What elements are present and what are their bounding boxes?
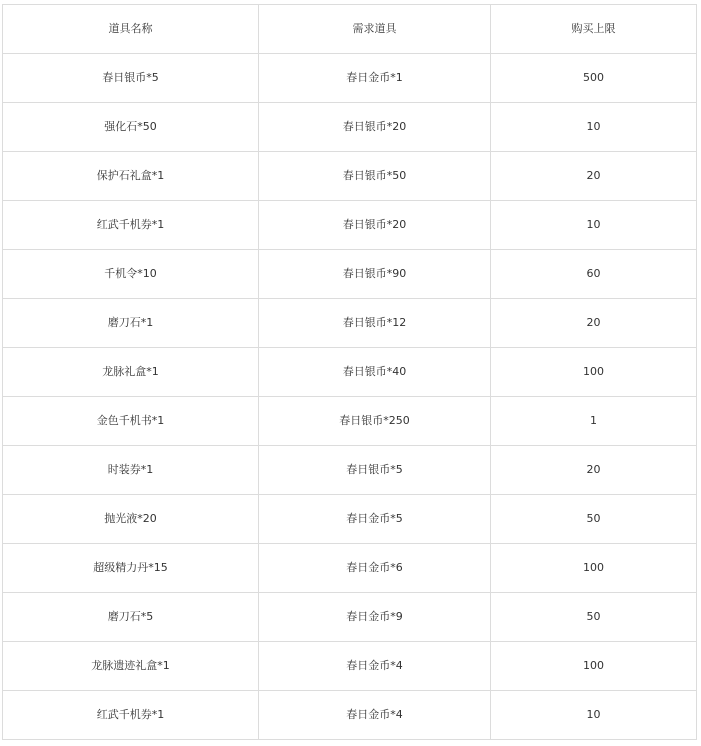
cell-purchase-limit: 20 bbox=[491, 446, 697, 495]
cell-required-item: 春日银币*250 bbox=[259, 397, 491, 446]
header-purchase-limit: 购买上限 bbox=[491, 5, 697, 54]
cell-required-item: 春日金币*1 bbox=[259, 54, 491, 103]
table-row bbox=[3, 544, 697, 593]
cell-required-item: 春日银币*20 bbox=[259, 103, 491, 152]
table-row bbox=[3, 299, 697, 348]
cell-purchase-limit: 10 bbox=[491, 201, 697, 250]
header-required-item: 需求道具 bbox=[259, 5, 491, 54]
cell-item-name: 龙脉遗迹礼盒*1 bbox=[3, 642, 259, 691]
cell-purchase-limit: 50 bbox=[491, 495, 697, 544]
exchange-table bbox=[2, 4, 697, 740]
cell-item-name: 金色千机书*1 bbox=[3, 397, 259, 446]
cell-required-item: 春日银币*90 bbox=[259, 250, 491, 299]
cell-required-item: 春日银币*50 bbox=[259, 152, 491, 201]
table-row bbox=[3, 397, 697, 446]
cell-purchase-limit: 10 bbox=[491, 103, 697, 152]
cell-required-item: 春日金币*5 bbox=[259, 495, 491, 544]
cell-item-name: 强化石*50 bbox=[3, 103, 259, 152]
table-row bbox=[3, 495, 697, 544]
cell-purchase-limit: 100 bbox=[491, 544, 697, 593]
table-row bbox=[3, 152, 697, 201]
cell-required-item: 春日金币*4 bbox=[259, 691, 491, 740]
table-row bbox=[3, 103, 697, 152]
cell-required-item: 春日金币*4 bbox=[259, 642, 491, 691]
table-row bbox=[3, 250, 697, 299]
cell-item-name: 红武千机券*1 bbox=[3, 691, 259, 740]
cell-item-name: 龙脉礼盒*1 bbox=[3, 348, 259, 397]
cell-purchase-limit: 100 bbox=[491, 642, 697, 691]
cell-item-name: 红武千机券*1 bbox=[3, 201, 259, 250]
cell-required-item: 春日银币*5 bbox=[259, 446, 491, 495]
cell-purchase-limit: 100 bbox=[491, 348, 697, 397]
cell-item-name: 保护石礼盒*1 bbox=[3, 152, 259, 201]
cell-purchase-limit: 60 bbox=[491, 250, 697, 299]
cell-purchase-limit: 20 bbox=[491, 152, 697, 201]
cell-required-item: 春日银币*12 bbox=[259, 299, 491, 348]
table-row bbox=[3, 691, 697, 740]
cell-purchase-limit: 1 bbox=[491, 397, 697, 446]
cell-purchase-limit: 50 bbox=[491, 593, 697, 642]
cell-item-name: 磨刀石*1 bbox=[3, 299, 259, 348]
cell-required-item: 春日银币*40 bbox=[259, 348, 491, 397]
table-row bbox=[3, 54, 697, 103]
table-header-row bbox=[3, 5, 697, 54]
cell-item-name: 千机令*10 bbox=[3, 250, 259, 299]
cell-item-name: 时装券*1 bbox=[3, 446, 259, 495]
cell-required-item: 春日金币*6 bbox=[259, 544, 491, 593]
cell-item-name: 超级精力丹*15 bbox=[3, 544, 259, 593]
cell-item-name: 磨刀石*5 bbox=[3, 593, 259, 642]
cell-item-name: 抛光液*20 bbox=[3, 495, 259, 544]
table-row bbox=[3, 593, 697, 642]
table-row bbox=[3, 642, 697, 691]
table-row bbox=[3, 348, 697, 397]
cell-purchase-limit: 500 bbox=[491, 54, 697, 103]
table-row bbox=[3, 201, 697, 250]
cell-required-item: 春日银币*20 bbox=[259, 201, 491, 250]
table-row bbox=[3, 446, 697, 495]
cell-required-item: 春日金币*9 bbox=[259, 593, 491, 642]
cell-purchase-limit: 10 bbox=[491, 691, 697, 740]
header-item-name: 道具名称 bbox=[3, 5, 259, 54]
cell-purchase-limit: 20 bbox=[491, 299, 697, 348]
cell-item-name: 春日银币*5 bbox=[3, 54, 259, 103]
